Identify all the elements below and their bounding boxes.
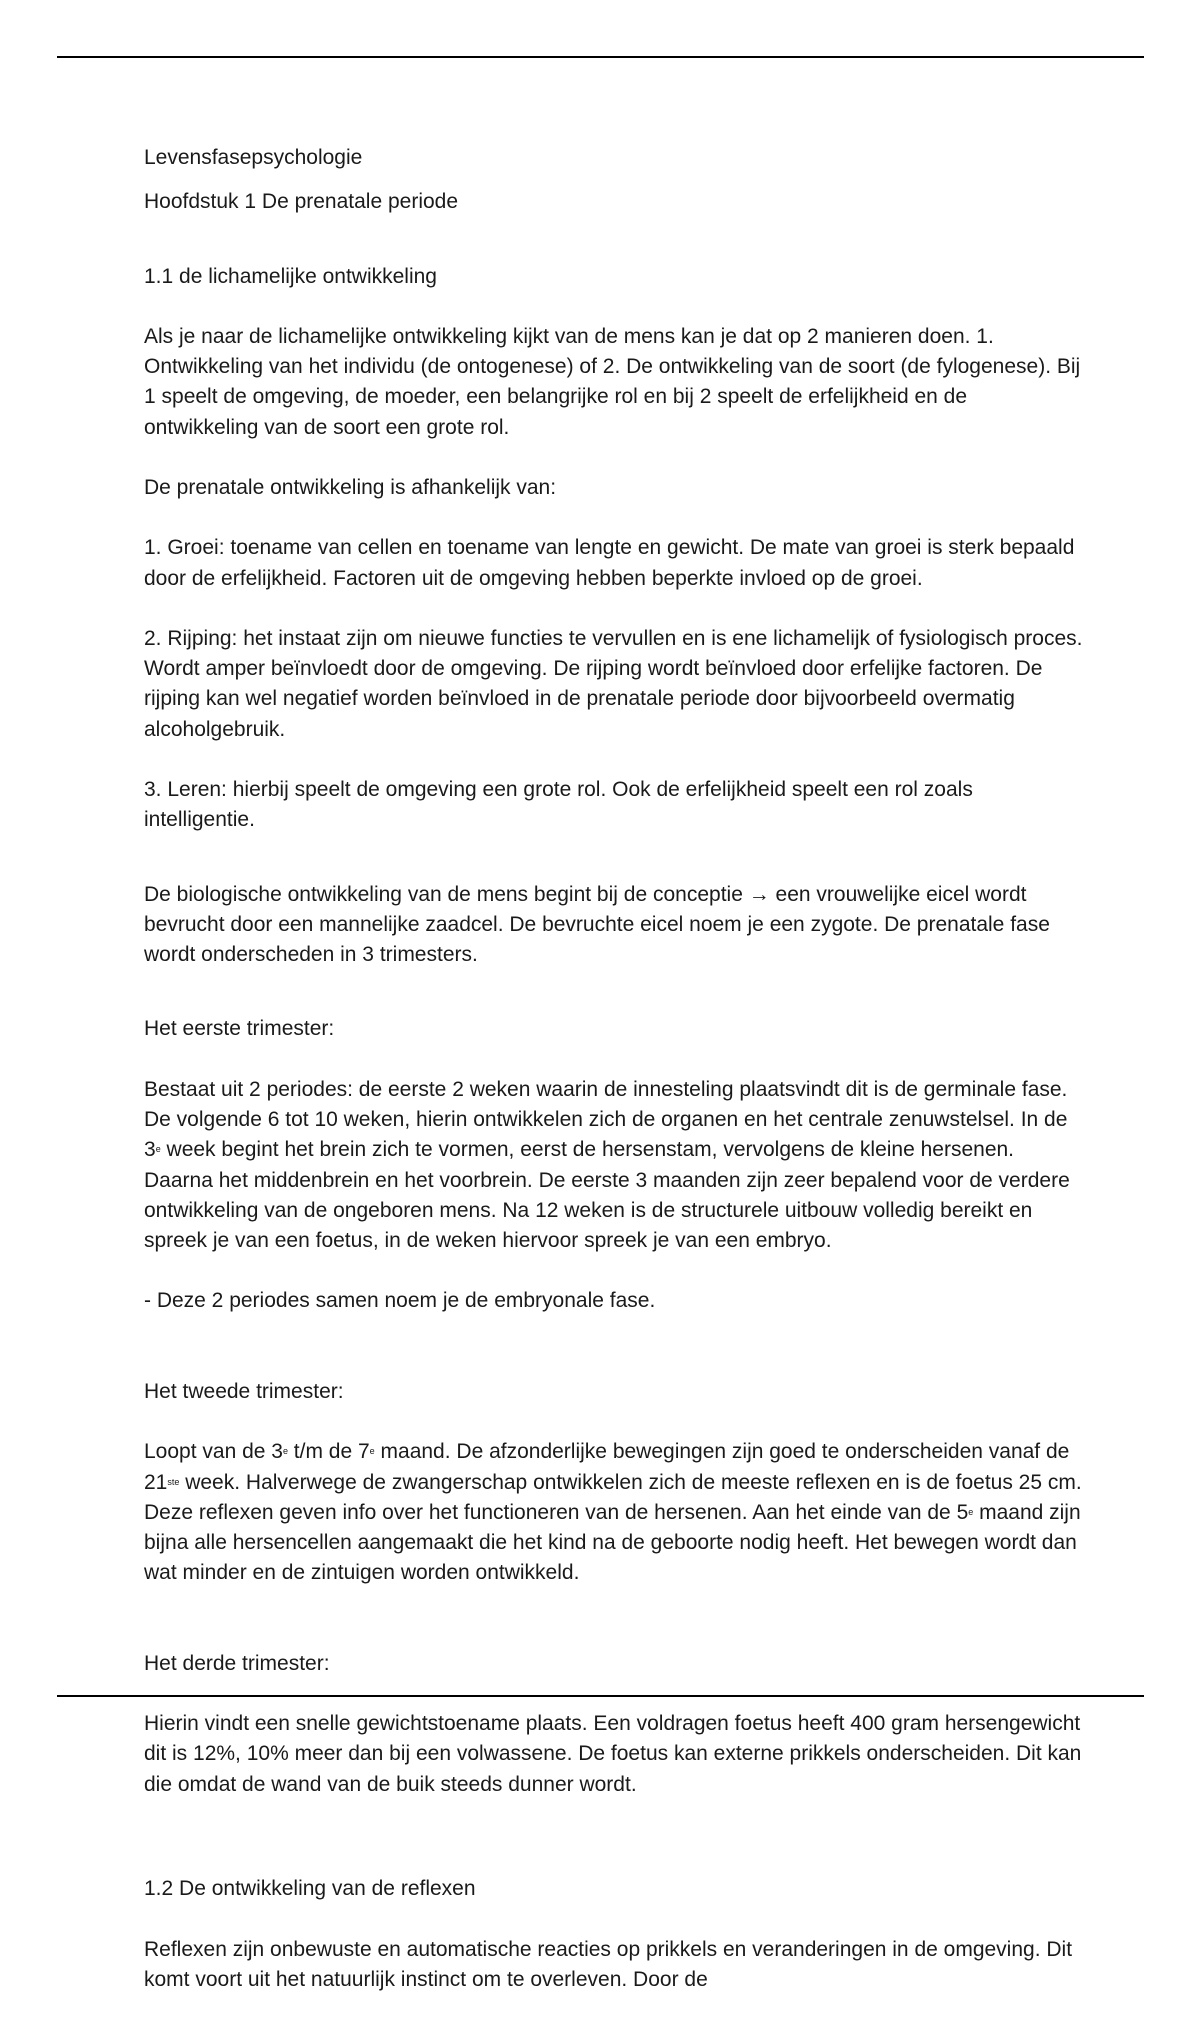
superscript: e	[968, 1506, 974, 1517]
trimesters-block	[144, 984, 1084, 1830]
superscript: e	[369, 1446, 375, 1457]
document-body	[144, 143, 1084, 2039]
list-item-groei: 1. Groei: toename van cellen en toename van lengte en gewicht. De mate van groei is sterk bepaald door de erfelijkheid. Factoren uit de omgeving hebben beperkte invloed op de groei.	[144, 536, 1075, 590]
section-1-2-heading: 1.2 De ontwikkeling van de reflexen	[144, 1877, 476, 1901]
list-item-rijping: 2. Rijping: het instaat zijn om nieuwe functies te vervullen en is ene lichamelijk of fysiologisch proces. Wordt amper beïnvloedt door de omgeving. De rijping wordt beïnvloed door erfelijke factoren. De rijping kan wel negatief worden beïnvloed in de prenatale periode door bijvoorbeeld overmatig alcoholgebruik.	[144, 627, 1083, 741]
footer-rule	[57, 1695, 1144, 1697]
section-1-1	[144, 231, 1084, 865]
section-1-2	[144, 1844, 1084, 2025]
superscript: e	[155, 1144, 161, 1155]
trimester-1-heading: Het eerste trimester:	[144, 1017, 335, 1041]
trimester-3-heading: Het derde trimester:	[144, 1651, 330, 1675]
header-rule	[57, 56, 1144, 58]
trimester-2-text: Loopt van de 3e t/m de 7e maand. De afzonderlijke bewegingen zijn goed te onderscheiden vanaf de 21ste week. Halverwege de zwangerschap ontwikkelen zich de meeste reflexen en is de foetus 25 cm. Deze reflexen geven info over het functioneren van de hersenen. Aan het einde van de 5e maand zijn bijna alle hersencellen aangemaakt die het kind na de geboorte nodig heeft. Het bewegen wordt dan wat minder en de zintuigen worden ontwikkeld.	[144, 1440, 1082, 1585]
trimester-2-heading: Het tweede trimester:	[144, 1379, 344, 1403]
superscript: ste	[167, 1476, 180, 1487]
section-1-1-intro: Als je naar de lichamelijke ontwikkeling kijkt van de mens kan je dat op 2 manieren doen. 1. Ontwikkeling van het individu (de ontogenese) of 2. De ontwikkeling van de soort (de fylogenese). Bij 1 speelt de omgeving, de moeder, een belangrijke rol en bij 2 speelt de erfelijkheid en de ontwikkeling van de soort een grote rol.	[144, 325, 1081, 439]
biology-paragraph: De biologische ontwikkeling van de mens begint bij de conceptie → een vrouwelijke eicel wordt bevrucht door een mannelijke zaadcel. De bevruchte eicel noem je een zygote. De prenatale fase wordt onderscheden in 3 trimesters.	[144, 882, 1050, 967]
trimester-1-note: - Deze 2 periodes samen noem je de embryonale fase.	[144, 1289, 656, 1313]
chapter-heading: Hoofdstuk 1 De prenatale periode	[144, 190, 459, 214]
section-1-2-text: Reflexen zijn onbewuste en automatische reacties op prikkels en veranderingen in de omgeving. Dit komt voort uit het natuurlijk instinct om te overleven. Door de	[144, 1937, 1073, 1991]
list-intro: De prenatale ontwikkeling is afhankelijk van:	[144, 476, 557, 500]
trimester-1-text: Bestaat uit 2 periodes: de eerste 2 weken waarin de innesteling plaatsvindt dit is de germinale fase. De volgende 6 tot 10 weken, hierin ontwikkelen zich de organen en het centrale zenuwstelsel. In de 3e week begint het brein zich te vormen, eerst de hersenstam, vervolgens de kleine hersenen. Daarna het middenbrein en het voorbrein. De eerste 3 maanden zijn zeer bepalend voor de verdere ontwikkeling van de ongeboren mens. Na 12 weken is de structurele uitbouw volledig bereikt en spreek je van een foetus, in de weken hiervoor spreek je van een embryo.	[144, 1077, 1070, 1252]
document-title: Levensfasepsychologie	[144, 146, 363, 169]
trimester-3-text: Hierin vindt een snelle gewichtstoename plaats. Een voldragen foetus heeft 400 gram hersengewicht dit is 12%, 10% meer dan bij een volwassene. De foetus kan externe prikkels onderscheiden. Dit kan die omdat de wand van de buik steeds dunner wordt.	[144, 1712, 1082, 1796]
superscript: e	[282, 1446, 288, 1457]
section-1-1-heading: 1.1 de lichamelijke ontwikkeling	[144, 264, 437, 288]
list-item-leren: 3. Leren: hierbij speelt de omgeving een grote rol. Ook de erfelijkheid speelt een rol zoals intelligentie.	[144, 778, 973, 832]
